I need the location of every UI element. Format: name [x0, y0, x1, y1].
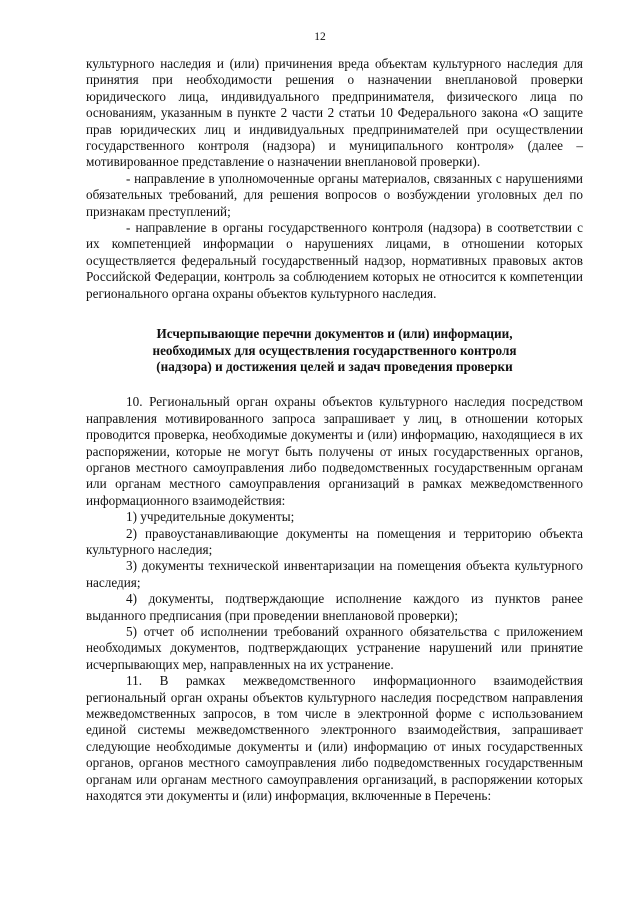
- paragraph: - направление в органы государственного контроля (надзора) в соответствии с их компетенцией информации о нарушениях лицами, в отношении которых осуществляется федеральный государственный надзор, нормативных правовых актов Российской Федерации, контроль за соблюдением которых не относится к компетенции регионального органа охраны объектов культурного наследия.: [86, 220, 583, 301]
- section-heading-line: Исчерпывающие перечни документов и (или) информации,: [156, 326, 513, 342]
- list-item: 1) учредительные документы;: [126, 509, 295, 525]
- section-heading: [86, 326, 583, 375]
- list-item: 3) документы технической инвентаризации на помещения объекта культурного наследия;: [86, 558, 583, 590]
- paragraph-item-11: 11. В рамках межведомственного информационного взаимодействия региональный орган охраны объектов культурного наследия посредством направления межведомственных запросов, в том числе в электронной форме с использованием единой системы межведомственного электронного взаимодействия, запрашивает следующие необходимые документы и (или) информацию от иных государственных органов, органов местного самоуправления либо подведомственных государственным органам или органам местного самоуправления организаций, в распоряжении которых находятся эти документы и (или) информация, включенные в Перечень:: [86, 673, 583, 804]
- paragraph: - направление в уполномоченные органы материалов, связанных с нарушениями обязательных требований, для решения вопросов о возбуждении уголовных дел по признакам преступлений;: [86, 170, 583, 219]
- section-after-heading: [86, 394, 583, 804]
- document-body: [86, 56, 583, 804]
- list-item: 2) правоустанавливающие документы на помещения и территорию объекта культурного наследия;: [86, 525, 583, 557]
- section-heading-line: необходимых для осуществления государственного контроля: [152, 342, 517, 358]
- page-number: 12: [314, 31, 326, 43]
- paragraph: культурного наследия и (или) причинения вреда объектам культурного наследия для принятия при необходимости решения о назначении внеплановой проверки юридического лица, индивидуального предпринимателя, физического лица по основаниям, указанным в пункте 2 части 2 статьи 10 Федерального закона «О защите прав юридических лиц и индивидуальных предпринимателей при осуществлении государственного контроля (надзора) и муниципального контроля» (далее – мотивированное представление о назначении внеплановой проверки).: [86, 56, 583, 170]
- list-item: 4) документы, подтверждающие исполнение каждого из пунктов ранее выданного предписания (при проведении внеплановой проверки);: [86, 591, 583, 623]
- section-before-heading: [86, 56, 583, 302]
- paragraph-item-10: 10. Региональный орган охраны объектов культурного наследия посредством направления мотивированного запроса запрашивает у лиц, в отношении которых проводится проверка, необходимые документы и (или) информацию, находящиеся в их распоряжении, которые не могут быть получены от иных государственных органов, органов местного самоуправления либо подведомственных государственным органам или органам местного самоуправления организаций в рамках межведомственного информационного взаимодействия:: [86, 394, 583, 508]
- list-item: 5) отчет об исполнении требований охранного обязательства с приложением необходимых документов, подтверждающих устранение нарушений или принятие исчерпывающих мер, направленных на их устранение.: [86, 624, 583, 672]
- section-heading-line: (надзора) и достижения целей и задач проведения проверки: [156, 358, 513, 374]
